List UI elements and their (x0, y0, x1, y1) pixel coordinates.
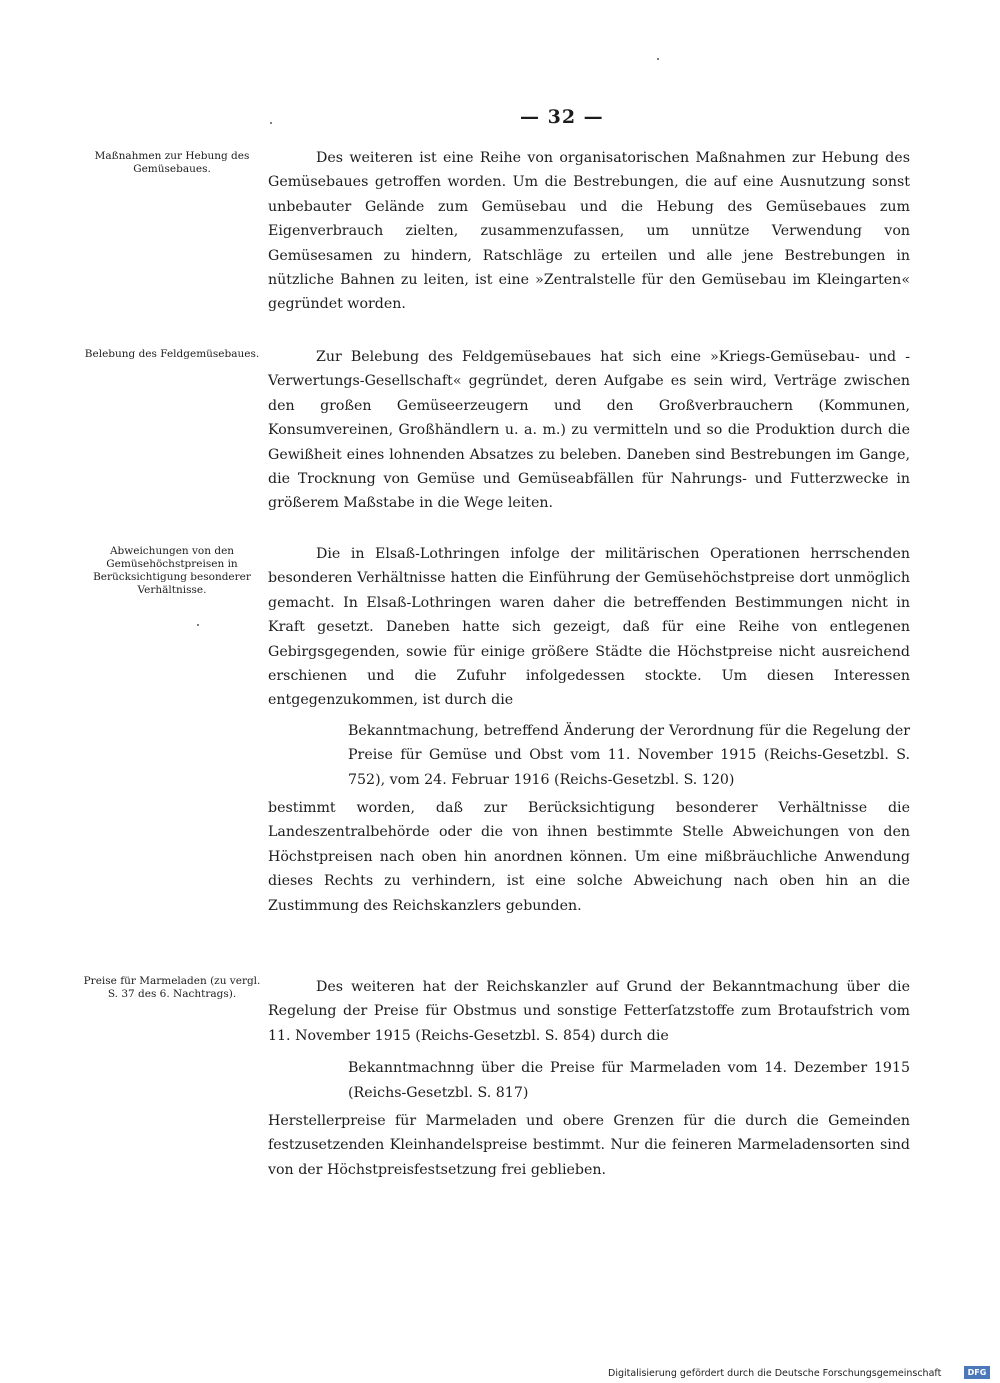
section-block (268, 146, 910, 317)
margin-note: Belebung des Feldgemüsebaues. (84, 348, 260, 360)
paragraph: bestimmt worden, daß zur Berücksichtigung besonderer Verhältnisse die Landeszentralbehörde oder die von ihnen bestimmte Stelle Abweichungen von den Höchstpreisen nach oben hin anordnen können. Um eine mißbräuchliche Anwendung dieses Rechts zu verhindern, ist eine solche Abweichung nach oben hin an die Zustimmung des Reichskanzlers gebunden. (268, 800, 910, 914)
scan-speck (657, 58, 659, 60)
paragraph: Zur Belebung des Feldgemüsebaues hat sich eine »Kriegs-Gemüsebau- und -Verwertungs-Gesellschaft« gegründet, deren Aufgabe es sein wird, Verträge zwischen den großen Gemüseerzeugern und den Großverbrauchern (Kommunen, Konsumvereinen, Großhändlern u. a. m.) zu vermitteln und so die Produktion durch die Gewißheit eines lohnenden Absatzes zu beleben. Daneben sind Bestrebungen im Gange, die Trocknung von Gemüse und Gemüseabfällen für Nahrungs- und Futterzwecke in größerem Maßstabe in die Wege leiten. (268, 349, 910, 512)
scan-speck (197, 624, 199, 626)
section-block (268, 542, 910, 918)
cited-regulation: Bekanntmachung, betreffend Änderung der Verordnung für die Regelung der Preise für Gemüse und Obst vom 11. November 1915 (Reichs-Gesetzbl. S. 752), vom 24. Februar 1916 (Reichs-Gesetzbl. S. 120) (348, 722, 910, 788)
footer-credit: Digitalisierung gefördert durch die Deutsche Forschungsgemeinschaft (608, 1368, 942, 1379)
paragraph: Die in Elsaß-Lothringen infolge der militärischen Operationen herrschenden besonderen Verhältnisse hatten die Einführung der Gemüsehöchstpreise dort unmöglich gemacht. In Elsaß-Lothringen waren daher die betreffenden Bestimmungen nicht in Kraft gesetzt. Daneben hatte sich gezeigt, daß für eine Reihe von entlegenen Gebirgsgegenden, sowie für einige größere Städte die Höchstpreise nicht ausreichend erschienen und die Zufuhr infolgedessen stockte. Um diesen Interessen entgegenzukommen, ist durch die (268, 546, 910, 709)
margin-note: Preise für Marmeladen (zu vergl. S. 37 des 6. Nachtrags). (83, 975, 261, 1000)
margin-note: Maßnahmen zur Hebung des Gemüsebaues. (94, 150, 250, 175)
margin-note: Abweichungen von den Gemüsehöchstpreisen in Berücksichtigung besonderer Verhältnisse. (93, 545, 251, 596)
paragraph: Herstellerpreise für Marmeladen und obere Grenzen für die durch die Gemeinden festzusetzenden Kleinhandelspreise bestimmt. Nur die feineren Marmeladensorten sind von der Höchstpreisfestsetzung frei geblieben. (268, 1113, 910, 1178)
cited-regulation: Bekanntmachnng über die Preise für Marmeladen vom 14. Dezember 1915 (Reichs-Gesetzbl. S. 817) (348, 1060, 910, 1101)
dfg-logo: DFG (964, 1366, 990, 1379)
section-block (268, 345, 910, 516)
page-number: — 32 — (520, 106, 604, 128)
paragraph: Des weiteren ist eine Reihe von organisatorischen Maßnahmen zur Hebung des Gemüsebaues getroffen worden. Um die Bestrebungen, die auf eine Ausnutzung sonst unbebauter Gelände zum Gemüsebau und die Hebung des Gemüsebaues zum Eigenverbrauch zielten, zusammenzufassen, um unnütze Verwendung von Gemüsesamen zu hindern, Ratschläge zu erteilen und alle jene Bestrebungen in nützliche Bahnen zu leiten, ist eine »Zentralstelle für den Gemüsebau im Kleingarten« gegründet worden. (268, 150, 910, 313)
paragraph: Des weiteren hat der Reichskanzler auf Grund der Bekanntmachung über die Regelung der Preise für Obstmus und sonstige Fetterſatzstoffe zum Brotaufstrich vom 11. November 1915 (Reichs-Gesetzbl. S. 854) durch die (268, 979, 910, 1044)
scan-speck (270, 122, 272, 124)
section-block (268, 975, 910, 1182)
